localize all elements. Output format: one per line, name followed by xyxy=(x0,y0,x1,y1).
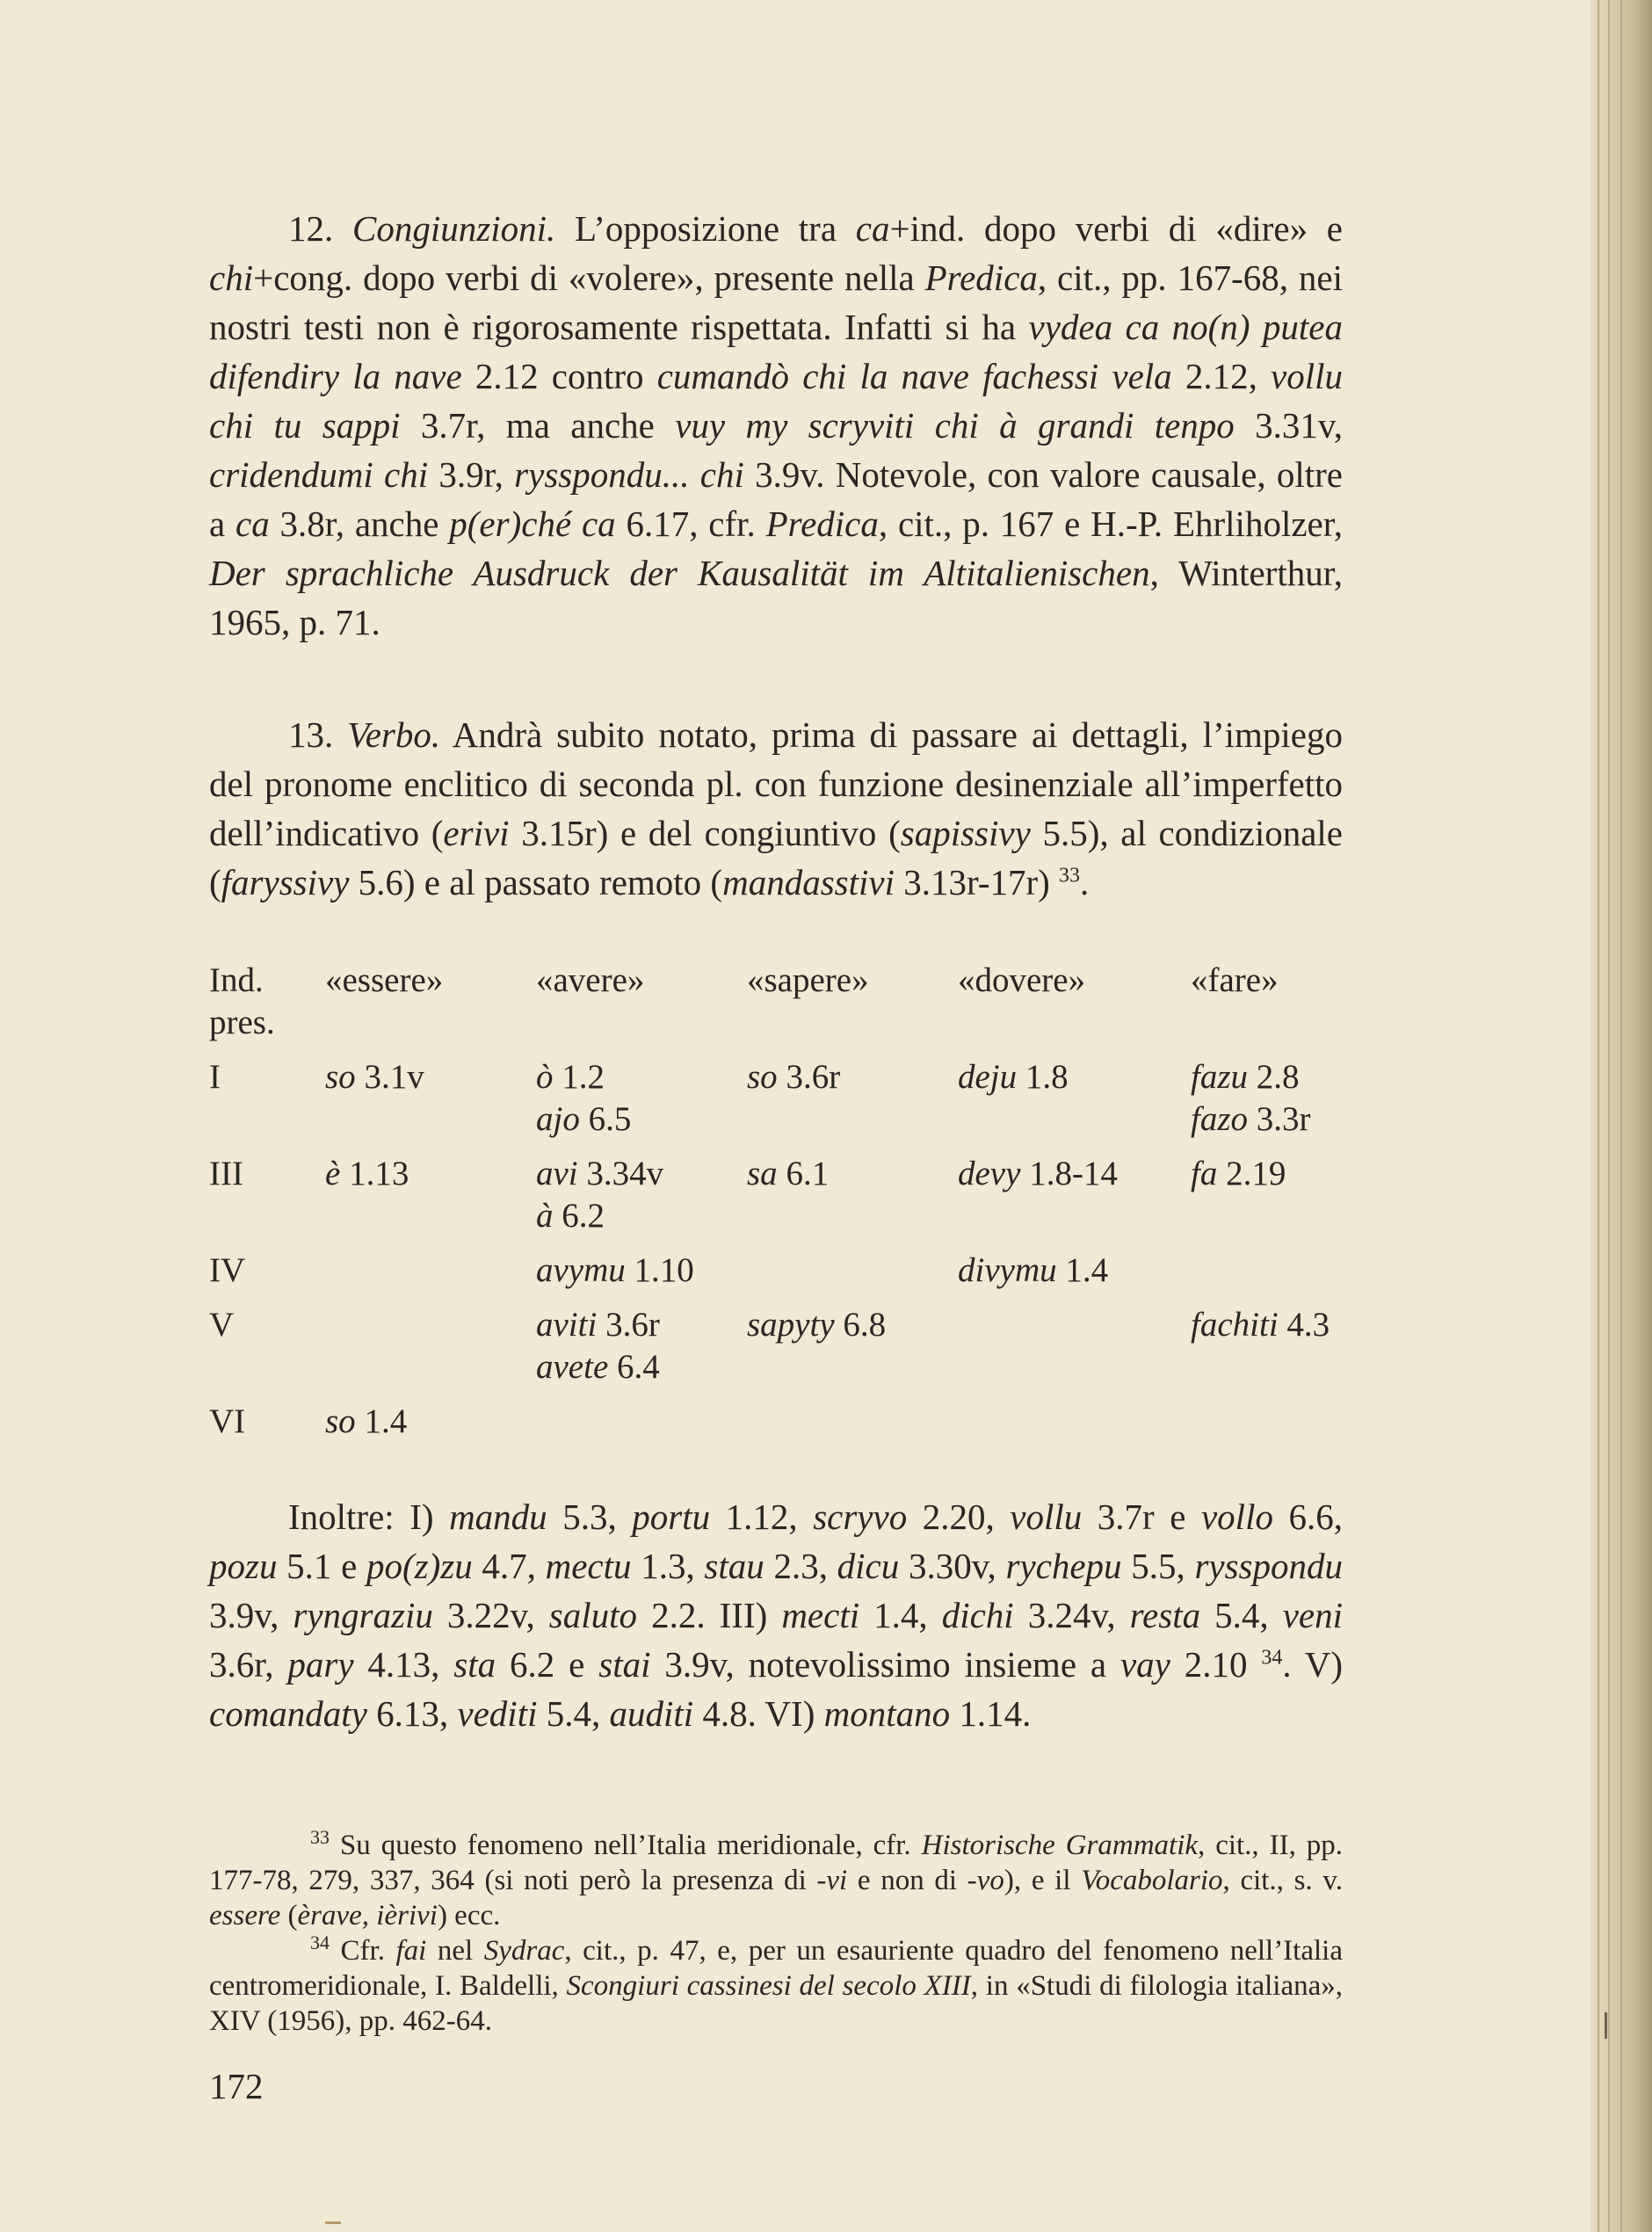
footnote-ref-34: 34 xyxy=(1261,1646,1283,1670)
verb-form xyxy=(747,1153,958,1195)
verb-form-ref: 3.6r xyxy=(777,1058,841,1096)
verb-form-ref: 6.5 xyxy=(579,1100,632,1138)
verb-form-ref: 2.8 xyxy=(1248,1058,1300,1096)
verb-form-word: fa xyxy=(1191,1155,1218,1192)
form-cell-sapere xyxy=(747,1388,958,1443)
form-cell-essere xyxy=(325,1388,536,1443)
verb-form xyxy=(536,1056,747,1098)
verb-form xyxy=(958,1250,1191,1292)
verb-form-word: à xyxy=(536,1197,554,1235)
form-cell-dovere xyxy=(958,1044,1191,1141)
verb-form-ref: 3.1v xyxy=(355,1058,424,1096)
form-cell-dovere xyxy=(958,1141,1191,1237)
verb-form-ref: 3.34v xyxy=(577,1155,664,1192)
paradigm-row-v xyxy=(209,1292,1343,1388)
verb-form-ref: 6.1 xyxy=(777,1155,830,1192)
verb-form-word: sa xyxy=(747,1155,778,1192)
paradigm-row-iv xyxy=(209,1237,1343,1292)
verb-form-word: deju xyxy=(958,1058,1018,1096)
verb-form-word: devy xyxy=(958,1155,1021,1192)
book-page-edge xyxy=(1590,0,1652,2232)
edge-mark xyxy=(1605,2012,1607,2039)
verb-form-ref: 3.6r xyxy=(597,1306,660,1344)
header-cell: «avere» xyxy=(536,961,645,999)
verb-form-word: avi xyxy=(536,1155,578,1192)
paradigm-row-vi xyxy=(209,1388,1343,1443)
verb-form xyxy=(747,1056,958,1098)
form-cell-fare xyxy=(1191,1044,1343,1141)
edge-line xyxy=(1608,0,1610,2232)
verb-form xyxy=(325,1056,536,1098)
verb-form xyxy=(536,1346,747,1388)
form-cell-sapere xyxy=(747,1044,958,1141)
print-mark xyxy=(325,2221,341,2224)
verb-form-ref: 2.19 xyxy=(1217,1155,1286,1192)
header-cell: «sapere» xyxy=(747,961,869,999)
person-cell: VI xyxy=(209,1402,246,1440)
header-cell: «dovere» xyxy=(958,961,1086,999)
person-cell: V xyxy=(209,1306,235,1344)
verb-form-word: avymu xyxy=(536,1251,626,1289)
verb-form-word: sapyty xyxy=(747,1306,835,1344)
verb-form-ref: 1.8-14 xyxy=(1020,1155,1118,1192)
verb-form-ref: 1.13 xyxy=(340,1155,409,1192)
form-cell-dovere xyxy=(958,1292,1191,1388)
form-cell-essere xyxy=(325,1292,536,1388)
form-cell-essere xyxy=(325,1141,536,1237)
verb-form-word: ajo xyxy=(536,1100,580,1138)
person-cell: IV xyxy=(209,1251,246,1289)
verb-form xyxy=(747,1304,958,1346)
verb-form-ref: 1.8 xyxy=(1017,1058,1069,1096)
person-cell: I xyxy=(209,1058,221,1096)
verb-form-word: so xyxy=(325,1058,356,1096)
verb-form xyxy=(1191,1056,1343,1098)
form-cell-avere xyxy=(536,1044,747,1141)
footnotes xyxy=(209,1828,1343,2039)
verb-form-word: ò xyxy=(536,1058,554,1096)
form-cell-sapere xyxy=(747,1141,958,1237)
verb-form-word: so xyxy=(747,1058,778,1096)
person-cell: III xyxy=(209,1155,243,1192)
form-cell-fare xyxy=(1191,1141,1343,1237)
form-cell-essere xyxy=(325,1044,536,1141)
verb-form xyxy=(958,1153,1191,1195)
verb-form-ref: 1.4 xyxy=(355,1402,408,1440)
edge-line xyxy=(1598,0,1599,2232)
verb-form xyxy=(536,1250,747,1292)
header-cell: «essere» xyxy=(325,961,444,999)
verb-form xyxy=(536,1304,747,1346)
header-cell: Ind. pres. xyxy=(209,961,275,1041)
page-body xyxy=(209,204,1343,1738)
verb-form xyxy=(958,1056,1191,1098)
form-cell-fare xyxy=(1191,1388,1343,1443)
form-cell-dovere xyxy=(958,1388,1191,1443)
verb-form-ref: 3.3r xyxy=(1248,1100,1311,1138)
verb-form xyxy=(1191,1098,1343,1141)
verb-form-ref: 6.4 xyxy=(608,1348,660,1386)
verb-form-word: è xyxy=(325,1155,341,1192)
verb-form-word: fachiti xyxy=(1191,1306,1279,1344)
form-cell-sapere xyxy=(747,1237,958,1292)
section-heading: Congiunzioni. xyxy=(352,208,556,249)
form-cell-fare xyxy=(1191,1292,1343,1388)
verb-form-word: aviti xyxy=(536,1306,598,1344)
paradigm-table xyxy=(209,960,1343,1443)
form-cell-avere xyxy=(536,1237,747,1292)
paradigm-row-iii xyxy=(209,1141,1343,1237)
form-cell-avere xyxy=(536,1141,747,1237)
verb-form xyxy=(325,1401,536,1443)
verb-form-ref: 1.2 xyxy=(553,1058,605,1096)
footnote-34: $^{34}$ Cfr. fai nel Sydrac, cit., p. 47, e, per un esauriente quadro del fenomeno nell’Italia centromeridionale, I. Baldelli, Scongiuri cassinesi del secolo XIII, in «Studi di filologia italiana», XIV (1956), pp. 462-64. xyxy=(209,1931,1343,2037)
paragraph-inoltre: Inoltre: I) mandu 5.3, portu 1.12, scryvo 2.20, vollu 3.7r e vollo 6.6, pozu 5.1 e po(z)zu 4.7, mectu 1.3, stau 2.3, dicu 3.30v, rychepu 5.5, rysspondu 3.9v, ryngraziu 3.22v, saluto 2.2. III) mecti 1.4, dichi 3.24v, resta 5.4, veni 3.6r, pary 4.13, sta 6.2 e stai 3.9v, notevolissimo insieme a vay 2.10 $^{34}$. V) comandaty 6.13, vediti 5.4, auditi 4.8. VI) montano 1.14. xyxy=(209,1496,1344,1734)
verb-form xyxy=(1191,1153,1343,1195)
verb-form-ref: 1.4 xyxy=(1056,1251,1109,1289)
verb-form xyxy=(536,1098,747,1141)
paragraph-section-12: 12. Congiunzioni. L’opposizione tra ca+ind. dopo verbi di «dire» e chi+cong. dopo verbi di «volere», presente nella Predica, cit., pp. 167-68, nei nostri testi non è rigorosamente rispettata. Infatti si ha vydea ca no(n) putea difendiry la nave 2.12 contro cumandò chi la nave fachessi vela 2.12, vollu chi tu sappi 3.7r, ma anche vuy my scryviti chi à grandi tenpo 3.31v, cridendumi chi 3.9r, rysspondu... chi 3.9v. Notevole, con valore causale, oltre a ca 3.8r, anche p(er)ché ca 6.17, cfr. Predica, cit., p. 167 e H.-P. Ehrliholzer, Der sprachliche Ausdruck der Kausalität im Altitalienischen, Winterthur, 1965, p. 71. xyxy=(209,208,1344,642)
form-cell-fare xyxy=(1191,1237,1343,1292)
section-heading: Verbo. xyxy=(347,714,441,755)
verb-form-word: avete xyxy=(536,1348,609,1386)
paradigm-header-row xyxy=(209,960,1343,1044)
verb-form xyxy=(325,1153,536,1195)
footnote-ref-33: 33 xyxy=(1059,864,1081,888)
verb-form-word: fazo xyxy=(1191,1100,1249,1138)
verb-form-ref: 6.2 xyxy=(553,1197,605,1235)
verb-form-word: divymu xyxy=(958,1251,1057,1289)
verb-form-word: fazu xyxy=(1191,1058,1249,1096)
paradigm-row-i xyxy=(209,1044,1343,1141)
paragraph-section-13: 13. Verbo. Andrà subito notato, prima di passare ai dettagli, l’impiego del pronome enclitico di seconda pl. con funzione desinenziale all’imperfetto dell’indicativo (erivi 3.15r) e del congiuntivo (sapissivy 5.5), al condizionale (faryssivy 5.6) e al passato remoto (mandasstivi 3.13r-17r) $^{33}$. xyxy=(209,714,1344,902)
form-cell-essere xyxy=(325,1237,536,1292)
form-cell-sapere xyxy=(747,1292,958,1388)
verb-form xyxy=(536,1195,747,1237)
form-cell-avere xyxy=(536,1292,747,1388)
verb-form-word: so xyxy=(325,1402,356,1440)
verb-form xyxy=(1191,1304,1343,1346)
header-cell: «fare» xyxy=(1191,961,1279,999)
form-cell-dovere xyxy=(958,1237,1191,1292)
verb-form-ref: 4.3 xyxy=(1278,1306,1330,1344)
verb-form xyxy=(536,1153,747,1195)
footnote-33: $^{33}$ Su questo fenomeno nell’Italia meridionale, cfr. Historische Grammatik, cit., II, pp. 177-78, 279, 337, 364 (si noti però la presenza di -vi e non di -vo), e il Vocabolario, cit., s. v. essere (èrave, ièrivi) ecc. xyxy=(209,1826,1343,1931)
page-number: 172 xyxy=(209,2066,264,2106)
edge-line xyxy=(1620,0,1622,2232)
verb-form-ref: 6.8 xyxy=(834,1306,887,1344)
verb-form-ref: 1.10 xyxy=(625,1251,694,1289)
form-cell-avere xyxy=(536,1388,747,1443)
